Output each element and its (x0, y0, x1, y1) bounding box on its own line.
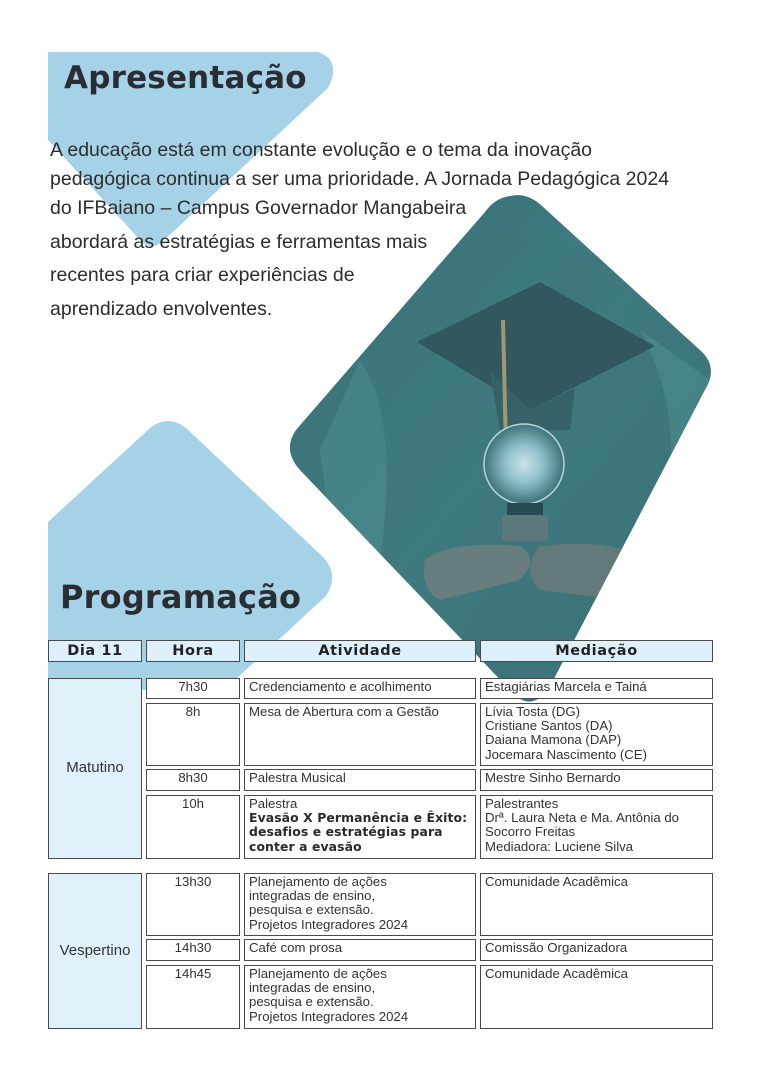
mediacao-line: Drª. Laura Neta e Ma. Antônia do (485, 810, 680, 826)
atividade-title-line: conter a evasão (249, 838, 362, 854)
atividade-line: integradas de ensino, (249, 888, 376, 904)
section-title-apresentacao: Apresentação (64, 60, 307, 96)
atividade-cell (244, 769, 476, 791)
atividade-line: Palestra (249, 796, 298, 811)
atividade-line: Planejamento de ações (249, 874, 387, 889)
atividade-cell (244, 703, 476, 766)
mediacao-cell (480, 795, 713, 859)
mediacao-line: Cristiane Santos (DA) (485, 718, 613, 734)
atividade-line: Credenciamento e acolhimento (249, 679, 432, 694)
intro-line: do IFBaiano – Campus Governador Mangabeira (50, 197, 467, 219)
intro-line: recentes para criar experiências de (50, 264, 355, 286)
atividade-title-line: desafios e estratégias para (249, 824, 443, 840)
mediacao-line: Comunidade Acadêmica (485, 874, 628, 889)
atividade-line: pesquisa e extensão. (249, 902, 374, 918)
intro-line: abordará as estratégias e ferramentas mais (50, 231, 428, 253)
mediacao-cell (480, 965, 713, 1029)
hora-cell: 13h30 (146, 873, 240, 936)
mediacao-line: Comunidade Acadêmica (485, 966, 628, 981)
hora-cell: 7h30 (146, 678, 240, 699)
mediacao-cell (480, 703, 713, 766)
period-label: Vespertino (59, 941, 131, 959)
mediacao-line: Comissão Organizadora (485, 940, 628, 955)
intro-line: pedagógica continua a ser uma prioridade. A Jornada Pedagógica 2024 (50, 168, 670, 190)
mediacao-line: Jocemara Nascimento (CE) (485, 746, 647, 762)
section-title-programacao: Programação (60, 578, 302, 616)
mediacao-line: Mediadora: Luciene Silva (485, 838, 634, 854)
atividade-line: Mesa de Abertura com a Gestão (249, 704, 439, 719)
mediacao-cell (480, 873, 713, 936)
atividade-line: Planejamento de ações (249, 966, 387, 981)
period-label: Matutino (66, 759, 124, 777)
atividade-line: integradas de ensino, (249, 980, 376, 996)
hora-cell: 8h (146, 703, 240, 766)
mediacao-cell (480, 678, 713, 699)
intro-line: A educação está em constante evolução e o tema da inovação (50, 139, 593, 161)
mediacao-cell (480, 769, 713, 791)
mediacao-line: Daiana Mamona (DAP) (485, 732, 622, 748)
atividade-title-line: Evasão X Permanência e Êxito: (249, 810, 468, 826)
atividade-cell (244, 965, 476, 1029)
intro-line: aprendizado envolventes. (50, 298, 273, 320)
hora-cell: 14h30 (146, 939, 240, 961)
mediacao-line: Palestrantes (485, 796, 559, 811)
mediacao-line: Estagiárias Marcela e Tainá (485, 679, 647, 694)
period-matutino (48, 678, 142, 859)
atividade-line: Café com prosa (249, 940, 343, 955)
hora-cell: 8h30 (146, 769, 240, 791)
hora-cell: 14h45 (146, 965, 240, 1029)
header-hora: Hora (146, 640, 240, 662)
header-atividade: Atividade (244, 640, 476, 662)
period-vespertino (48, 873, 142, 1029)
header-dia: Dia 11 (48, 640, 142, 662)
header-mediacao: Mediação (480, 640, 713, 662)
mediacao-line: Lívia Tosta (DG) (485, 704, 581, 719)
atividade-cell (244, 873, 476, 936)
atividade-line: pesquisa e extensão. (249, 994, 374, 1010)
atividade-line: Projetos Integradores 2024 (249, 1008, 409, 1024)
mediacao-line: Socorro Freitas (485, 824, 576, 840)
atividade-cell (244, 939, 476, 961)
hora-cell: 10h (146, 795, 240, 859)
atividade-cell (244, 795, 476, 859)
mediacao-line: Mestre Sinho Bernardo (485, 770, 621, 785)
atividade-line: Projetos Integradores 2024 (249, 916, 409, 932)
atividade-cell (244, 678, 476, 699)
atividade-line: Palestra Musical (249, 770, 346, 785)
mediacao-cell (480, 939, 713, 961)
